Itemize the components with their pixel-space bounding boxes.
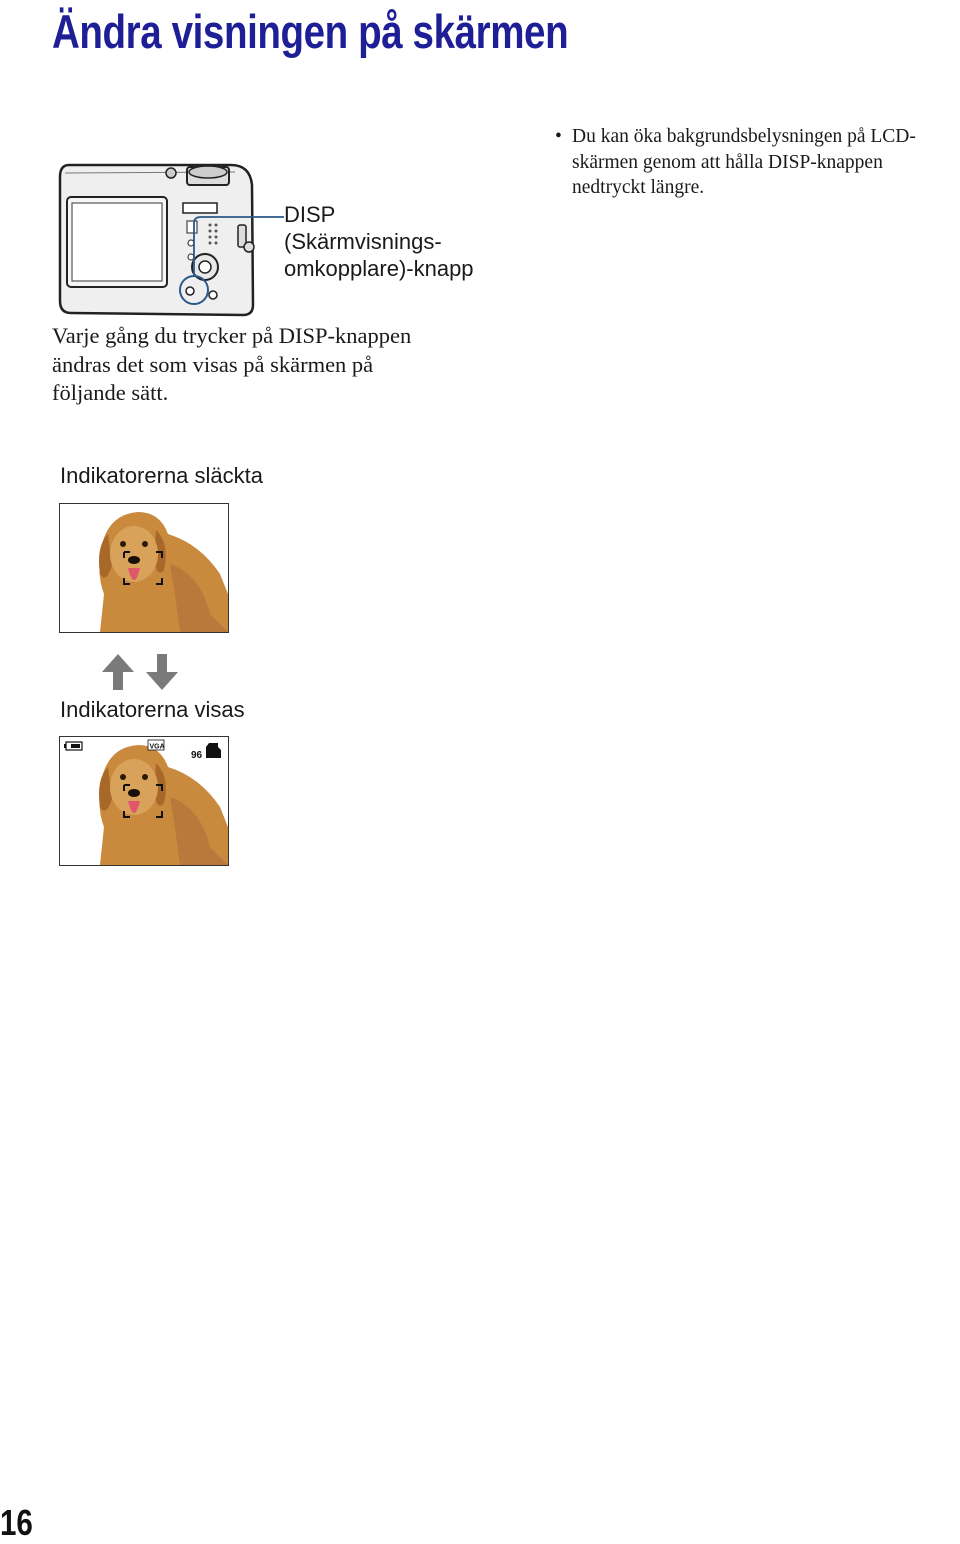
backlight-note: [555, 124, 960, 201]
shots-remaining: 96: [191, 750, 203, 761]
bullet: •: [555, 126, 562, 147]
intro-paragraph: [52, 322, 472, 408]
note-line-3: nedtryckt längre.: [572, 177, 705, 198]
image-size-icon: [148, 740, 165, 751]
dog-photo: [99, 512, 228, 632]
memory-card-icon: [206, 743, 221, 758]
battery-icon: [64, 742, 82, 750]
page-title: Ändra visningen på skärmen: [52, 5, 569, 58]
callout-line-3: omkopplare)-knapp: [284, 256, 474, 281]
intro-line-3: följande sätt.: [52, 380, 169, 405]
toggle-arrows: [100, 652, 182, 692]
intro-line-2: ändras det som visas på skärmen på: [52, 351, 374, 377]
camera-illustration: [55, 145, 295, 325]
screen-preview-indicators-on: [59, 736, 229, 866]
note-line-1: Du kan öka bakgrundsbelysningen på LCD-: [572, 126, 916, 147]
mode-label-indicators-off: Indikatorerna släckta: [60, 463, 263, 488]
mode-label-indicators-on: Indikatorerna visas: [60, 697, 245, 722]
arrow-up-icon: [102, 654, 134, 690]
dog-photo: [99, 745, 228, 865]
image-size-text: VGA: [149, 743, 165, 751]
disp-button-callout: [284, 201, 524, 282]
callout-line-1: DISP: [284, 202, 336, 227]
note-line-2: skärmen genom att hålla DISP-knappen: [572, 151, 883, 173]
screen-preview-indicators-off: [59, 503, 229, 633]
page-number: 16: [0, 1502, 33, 1543]
arrow-down-icon: [146, 654, 178, 690]
intro-line-1: Varje gång du trycker på DISP-knappen: [52, 323, 412, 348]
callout-line-2: (Skärmvisnings-: [284, 229, 442, 254]
